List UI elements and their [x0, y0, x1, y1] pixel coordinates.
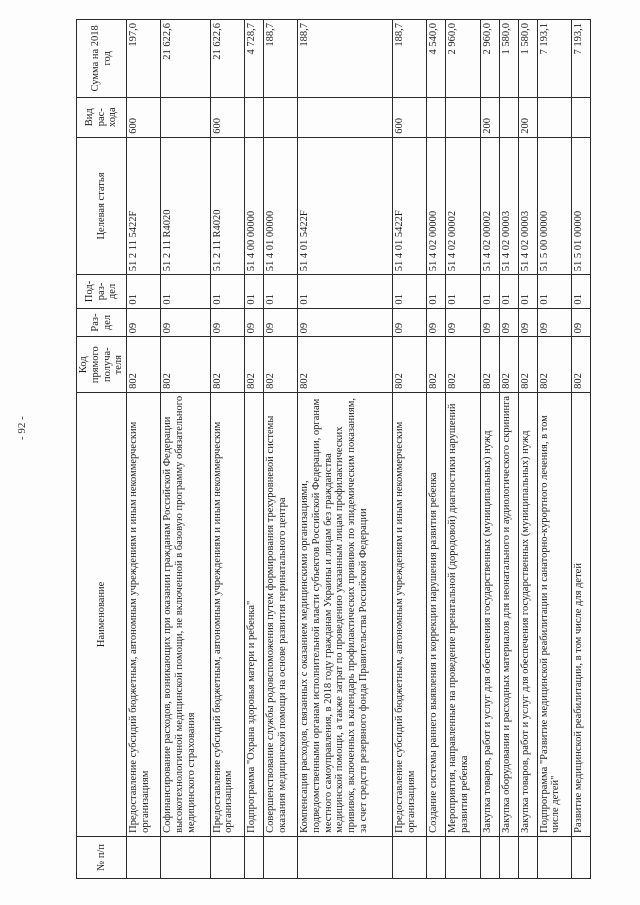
cell-subsection: 01: [263, 275, 297, 308]
cell-subsection: 01: [480, 275, 499, 308]
cell-name: Закупка оборудования и расходных материалов для неонатального и аудиологического скрининга: [499, 392, 518, 836]
cell-section: 09: [127, 308, 161, 337]
cell-target: 51 4 01 00000: [263, 137, 297, 275]
cell-target: 51 4 02 00003: [518, 137, 537, 275]
cell-amount: 188,7: [263, 20, 297, 98]
cell-recipient: 802: [480, 337, 499, 392]
cell-amount: 1 580,0: [499, 20, 518, 98]
cell-subsection: 01: [244, 275, 263, 308]
cell-recipient: 802: [127, 337, 161, 392]
cell-exp-type: 600: [393, 97, 427, 137]
cell-n: [161, 836, 210, 878]
cell-n: [298, 836, 393, 878]
cell-exp-type: 200: [480, 97, 499, 137]
table-row: [210, 20, 244, 879]
cell-amount: 197,0: [127, 20, 161, 98]
header-subsection: Под-раз-дел: [77, 275, 127, 308]
cell-target: 51 4 02 00002: [446, 137, 480, 275]
cell-name: Закупка товаров, работ и услуг для обеспечения государственных (муниципальных) нужд: [518, 392, 537, 836]
cell-section: 09: [537, 308, 571, 337]
cell-exp-type: 600: [127, 97, 161, 137]
cell-n: [499, 836, 518, 878]
cell-section: 09: [210, 308, 244, 337]
cell-exp-type: [244, 97, 263, 137]
cell-amount: 4 540,0: [427, 20, 446, 98]
cell-n: [393, 836, 427, 878]
cell-subsection: 01: [537, 275, 571, 308]
cell-target: 51 4 02 00002: [480, 137, 499, 275]
cell-name: Софинансирование расходов, возникающих при оказании гражданам Российской Федерации высокотехнологичной медицинской помощи, не включенной в базовую программу обязательного медицинского страхования: [161, 392, 210, 836]
cell-subsection: 01: [127, 275, 161, 308]
cell-section: 09: [427, 308, 446, 337]
cell-section: 09: [161, 308, 210, 337]
cell-subsection: 01: [571, 275, 590, 308]
table-row: [499, 20, 518, 879]
cell-subsection: 01: [393, 275, 427, 308]
cell-name: Подпрограмма "Развитие медицинской реабилитации и санаторно-курортного лечения, в том числе детей": [537, 392, 571, 836]
cell-n: [446, 836, 480, 878]
table-row: [393, 20, 427, 879]
cell-recipient: 802: [537, 337, 571, 392]
cell-exp-type: [298, 97, 393, 137]
table-row: [263, 20, 297, 879]
cell-recipient: 802: [571, 337, 590, 392]
cell-section: 09: [571, 308, 590, 337]
cell-name: Мероприятия, направленные на проведение пренатальной (дородовой) диагностики нарушений развития ребенка: [446, 392, 480, 836]
cell-target: 51 4 02 00003: [499, 137, 518, 275]
header-section: Раз-дел: [77, 308, 127, 337]
budget-table: [76, 19, 591, 879]
cell-amount: 2 960,0: [480, 20, 499, 98]
cell-name: Создание системы раннего выявления и коррекции нарушения развития ребенка: [427, 392, 446, 836]
header-target: Целевая статья: [77, 137, 127, 275]
cell-amount: 21 622,6: [161, 20, 210, 98]
cell-target: 51 4 01 5422F: [298, 137, 393, 275]
page-number: - 92 -: [16, 416, 28, 440]
cell-name: Совершенствование службы родовспоможения путем формирования трехуровневой системы оказания медицинской помощи на основе развития перинатального центра: [263, 392, 297, 836]
cell-n: [244, 836, 263, 878]
header-recipient: Код прямого получа-теля: [77, 337, 127, 392]
cell-amount: 1 580,0: [518, 20, 537, 98]
cell-section: 09: [518, 308, 537, 337]
cell-n: [480, 836, 499, 878]
table-header-row: [77, 20, 127, 879]
cell-amount: 4 728,7: [244, 20, 263, 98]
cell-recipient: 802: [210, 337, 244, 392]
cell-amount: 21 622,6: [210, 20, 244, 98]
cell-name: Закупка товаров, работ и услуг для обеспечения государственных (муниципальных) нужд: [480, 392, 499, 836]
cell-recipient: 802: [518, 337, 537, 392]
table-row: [480, 20, 499, 879]
cell-target: 51 4 02 00000: [427, 137, 446, 275]
cell-target: 51 4 00 00000: [244, 137, 263, 275]
cell-target: 51 2 11 R4020: [210, 137, 244, 275]
cell-subsection: 01: [298, 275, 393, 308]
cell-name: Предоставление субсидий бюджетным, автономным учреждениям и иным некоммерческим организациям: [127, 392, 161, 836]
cell-subsection: 01: [210, 275, 244, 308]
cell-amount: 7 193,1: [537, 20, 571, 98]
cell-exp-type: [161, 97, 210, 137]
cell-name: Предоставление субсидий бюджетным, автономным учреждениям и иным некоммерческим организациям: [393, 392, 427, 836]
cell-amount: 7 193,1: [571, 20, 590, 98]
cell-recipient: 802: [161, 337, 210, 392]
cell-n: [537, 836, 571, 878]
cell-amount: 2 960,0: [446, 20, 480, 98]
table-row: [427, 20, 446, 879]
cell-recipient: 802: [263, 337, 297, 392]
cell-subsection: 01: [161, 275, 210, 308]
header-name: Наименование: [77, 392, 127, 836]
cell-target: 51 2 11 R4020: [161, 137, 210, 275]
cell-exp-type: [537, 97, 571, 137]
rotated-table-container: [76, 19, 591, 879]
table-body: [127, 20, 591, 879]
cell-n: [571, 836, 590, 878]
table-row: [446, 20, 480, 879]
cell-amount: 188,7: [393, 20, 427, 98]
header-amount: Сумма на 2018 год: [77, 20, 127, 98]
cell-n: [263, 836, 297, 878]
cell-section: 09: [393, 308, 427, 337]
cell-name: Компенсация расходов, связанных с оказанием медицинскими организациями, подведомственными органам исполнительной власти субъектов Российской Федерации, органам местного самоуправления, в 2018 году гражданам Украины и лицам без гражданства медицинской помощи, а также затрат по проведению указанным лицам профилактических прививок, включенных в календарь профилактических прививок по эпидемическим показаниям, за счет средств резервного фонда Правительства Российской Федерации: [298, 392, 393, 836]
cell-name: Подпрограмма "Охрана здоровья матери и ребенка": [244, 392, 263, 836]
table-row: [571, 20, 590, 879]
cell-name: Предоставление субсидий бюджетным, автономным учреждениям и иным некоммерческим организациям: [210, 392, 244, 836]
cell-n: [127, 836, 161, 878]
cell-n: [210, 836, 244, 878]
table-row: [244, 20, 263, 879]
cell-section: 09: [244, 308, 263, 337]
header-exp-type: Вид рас-хода: [77, 97, 127, 137]
cell-recipient: 802: [393, 337, 427, 392]
cell-subsection: 01: [518, 275, 537, 308]
cell-subsection: 01: [499, 275, 518, 308]
cell-target: 51 5 00 00000: [537, 137, 571, 275]
cell-exp-type: [499, 97, 518, 137]
cell-recipient: 802: [499, 337, 518, 392]
cell-recipient: 802: [298, 337, 393, 392]
cell-subsection: 01: [446, 275, 480, 308]
cell-n: [427, 836, 446, 878]
table-row: [127, 20, 161, 879]
cell-recipient: 802: [427, 337, 446, 392]
cell-section: 09: [446, 308, 480, 337]
cell-amount: 188,7: [298, 20, 393, 98]
cell-exp-type: [446, 97, 480, 137]
table-row: [518, 20, 537, 879]
table-row: [537, 20, 571, 879]
cell-section: 09: [480, 308, 499, 337]
cell-exp-type: [263, 97, 297, 137]
cell-target: 51 5 01 00000: [571, 137, 590, 275]
cell-target: 51 4 01 5422F: [393, 137, 427, 275]
cell-section: 09: [298, 308, 393, 337]
table-row: [161, 20, 210, 879]
cell-name: Развитие медицинской реабилитации, в том числе для детей: [571, 392, 590, 836]
header-n: № п/п: [77, 836, 127, 878]
cell-exp-type: 200: [518, 97, 537, 137]
cell-recipient: 802: [244, 337, 263, 392]
cell-recipient: 802: [446, 337, 480, 392]
table-row: [298, 20, 393, 879]
cell-target: 51 2 11 5422F: [127, 137, 161, 275]
cell-exp-type: 600: [210, 97, 244, 137]
cell-subsection: 01: [427, 275, 446, 308]
cell-n: [518, 836, 537, 878]
cell-exp-type: [427, 97, 446, 137]
cell-exp-type: [571, 97, 590, 137]
cell-section: 09: [499, 308, 518, 337]
cell-section: 09: [263, 308, 297, 337]
